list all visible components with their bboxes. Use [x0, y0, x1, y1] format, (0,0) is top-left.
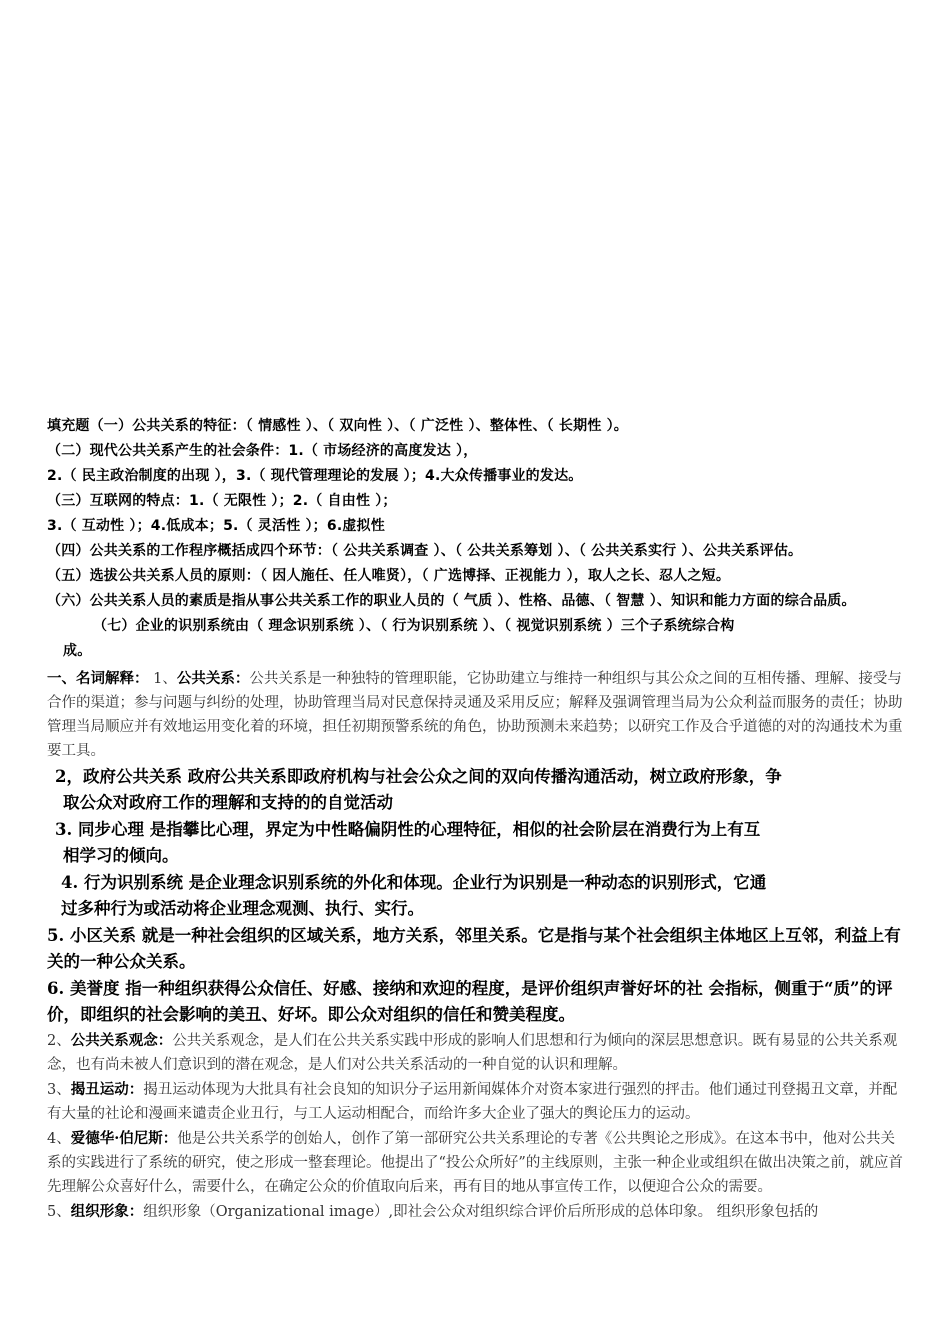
definition-3b: [47, 1078, 909, 1126]
fill-line-9b: 成。: [63, 643, 92, 659]
fill-line-4: （三）互联网的特点：1.（ 无限性 ）；2.（ 自由性 ）；: [47, 493, 397, 509]
definition-3b-number: 3、: [47, 1082, 71, 1098]
definition-1-body: 公共关系是一种独特的管理职能，它协助建立与维持一种组织与其公众之间的互相传播、理解、接受与合作的渠道；参与问题与纠纷的处理，协助管理当局对民意保持灵通及采用反应；解释及强调管理当局为公众利益而服务的责任；协助管理当局顺应并有效地运用变化着的环境，担任初期预警系统的角色，协助预测未来趋势；以研究工作及合乎道德的对的沟通技术为重要工具。: [47, 671, 903, 759]
fill-line-5: 3.（ 互动性 ）；4.低成本；5.（ 灵活性 ）；6.虚拟性: [47, 518, 385, 534]
fill-line-9: [47, 614, 909, 664]
fill-line-6: （四）公共关系的工作程序概括成四个环节：（ 公共关系调查 ）、（ 公共关系筹划 ）、（ 公共关系实行 ）、公共关系评估。: [47, 543, 803, 559]
definition-6: 6. 美誉度 指一种组织获得公众信任、好感、接纳和欢迎的程度，是评价组织声誉好坏的社 会指标，侧重于“质”的评价，即组织的社会影响的美丑、好坏。即公众对组织的信任和赞美程度。: [47, 979, 893, 1024]
definition-3-line-a: 3. 同步心理 是指攀比心理，界定为中性略偏阴性的心理特征，相似的社会阶层在消费行为上有互: [55, 820, 761, 839]
definition-2b: [47, 1029, 909, 1077]
definition-2b-number: 2、: [47, 1033, 71, 1049]
definition-1-term: 公共关系：: [176, 670, 250, 687]
definition-2: [47, 764, 909, 816]
definition-5: 5. 小区关系 就是一种社会组织的区域关系，地方关系，邻里关系。它是指与某个社会组织主体地区上互邻，利益上有关的一种公众关系。: [47, 926, 901, 971]
definition-1-number: 1、: [153, 671, 177, 687]
definition-2b-term: 公共关系观念：: [70, 1032, 173, 1049]
fill-line-7: （五）选拔公共关系人员的原则：（ 因人施任、任人唯贤），（ 广选博择、正视能力 ），取人之长、忍人之短。: [47, 568, 731, 584]
fill-line-2: （二）现代公共关系产生的社会条件：1.（ 市场经济的高度发达 ），: [47, 443, 478, 459]
definitions-heading: 一、名词解释：: [47, 670, 149, 687]
definition-4b-number: 4、: [47, 1131, 71, 1147]
definition-4b-body: 他是公共关系学的创始人，创作了第一部研究公共关系理论的专著《公共舆论之形成》。在这本书中，他对公共关系的实践进行了系统的研究，使之形成一整套理论。他提出了“投公众所好”的主线原则，主张一种企业或组织在做出决策之前，就应首先理解公众喜好什么，需要什么，在确定公众的价值取向后来，再有目的地从事宣传工作，以便迎合公众的需要。: [47, 1131, 903, 1195]
document-page: [47, 414, 909, 1224]
fill-line-9a: （七）企业的识别系统由（ 理念识别系统 ）、（ 行为识别系统 ）、（ 视觉识别系统 ）三个子系统综合构: [93, 618, 735, 634]
definition-4: [47, 870, 909, 922]
definition-2-line-b: 取公众对政府工作的理解和支持的的自觉活动: [63, 793, 393, 812]
definition-5b-number: 5、: [47, 1204, 71, 1220]
definition-5b: [47, 1200, 909, 1224]
definition-4b: [47, 1127, 909, 1199]
definition-4-line-b: 过多种行为或活动将企业理念观测、执行、实行。: [61, 899, 424, 918]
fill-line-3: 2.（ 民主政治制度的出现 ），3.（ 现代管理理论的发展 ）；4.大众传播事业的发达。: [47, 468, 583, 484]
definition-5b-body: 组织形象（Organizational image）,即社会公众对组织综合评价后所形成的总体印象。 组织形象包括的: [143, 1204, 819, 1220]
fill-line-1: 填充题（一）公共关系的特征：（ 情感性 ）、（ 双向性 ）、（ 广泛性 ）、整体性、（ 长期性 ）。: [47, 418, 628, 434]
definition-4b-term: 爱德华·伯尼斯：: [70, 1130, 178, 1147]
definition-2b-body: 公共关系观念，是人们在公共关系实践中形成的影响人们思想和行为倾向的深层思想意识。既有易显的公共关系观念，也有尚未被人们意识到的潜在观念，是人们对公共关系活动的一种自觉的认识和理解。: [47, 1033, 898, 1073]
fill-line-8: （六）公共关系人员的素质是指从事公共关系工作的职业人员的（ 气质 ）、性格、品德、（ 智慧 ）、知识和能力方面的综合品质。: [47, 593, 856, 609]
definition-2-line-a: 2，政府公共关系 政府公共关系即政府机构与社会公众之间的双向传播沟通活动，树立政府形象，争: [55, 767, 782, 786]
definition-3: [47, 817, 909, 869]
definition-4-line-a: 4. 行为识别系统 是企业理念识别系统的外化和体现。企业行为识别是一种动态的识别形式，它通: [61, 873, 767, 892]
definition-5b-term: 组织形象：: [70, 1203, 144, 1220]
definition-3b-body: 揭丑运动体现为大批具有社会良知的知识分子运用新闻媒体介对资本家进行强烈的抨击。他们通过刊登揭丑文章，并配有大量的社论和漫画来谴责企业丑行，与工人运动相配合，而给许多大企业了强大的舆论压力的运动。: [47, 1082, 898, 1122]
definition-3b-term: 揭丑运动：: [70, 1081, 144, 1098]
definition-3-line-b: 相学习的倾向。: [63, 846, 179, 865]
definition-1: [47, 667, 909, 763]
